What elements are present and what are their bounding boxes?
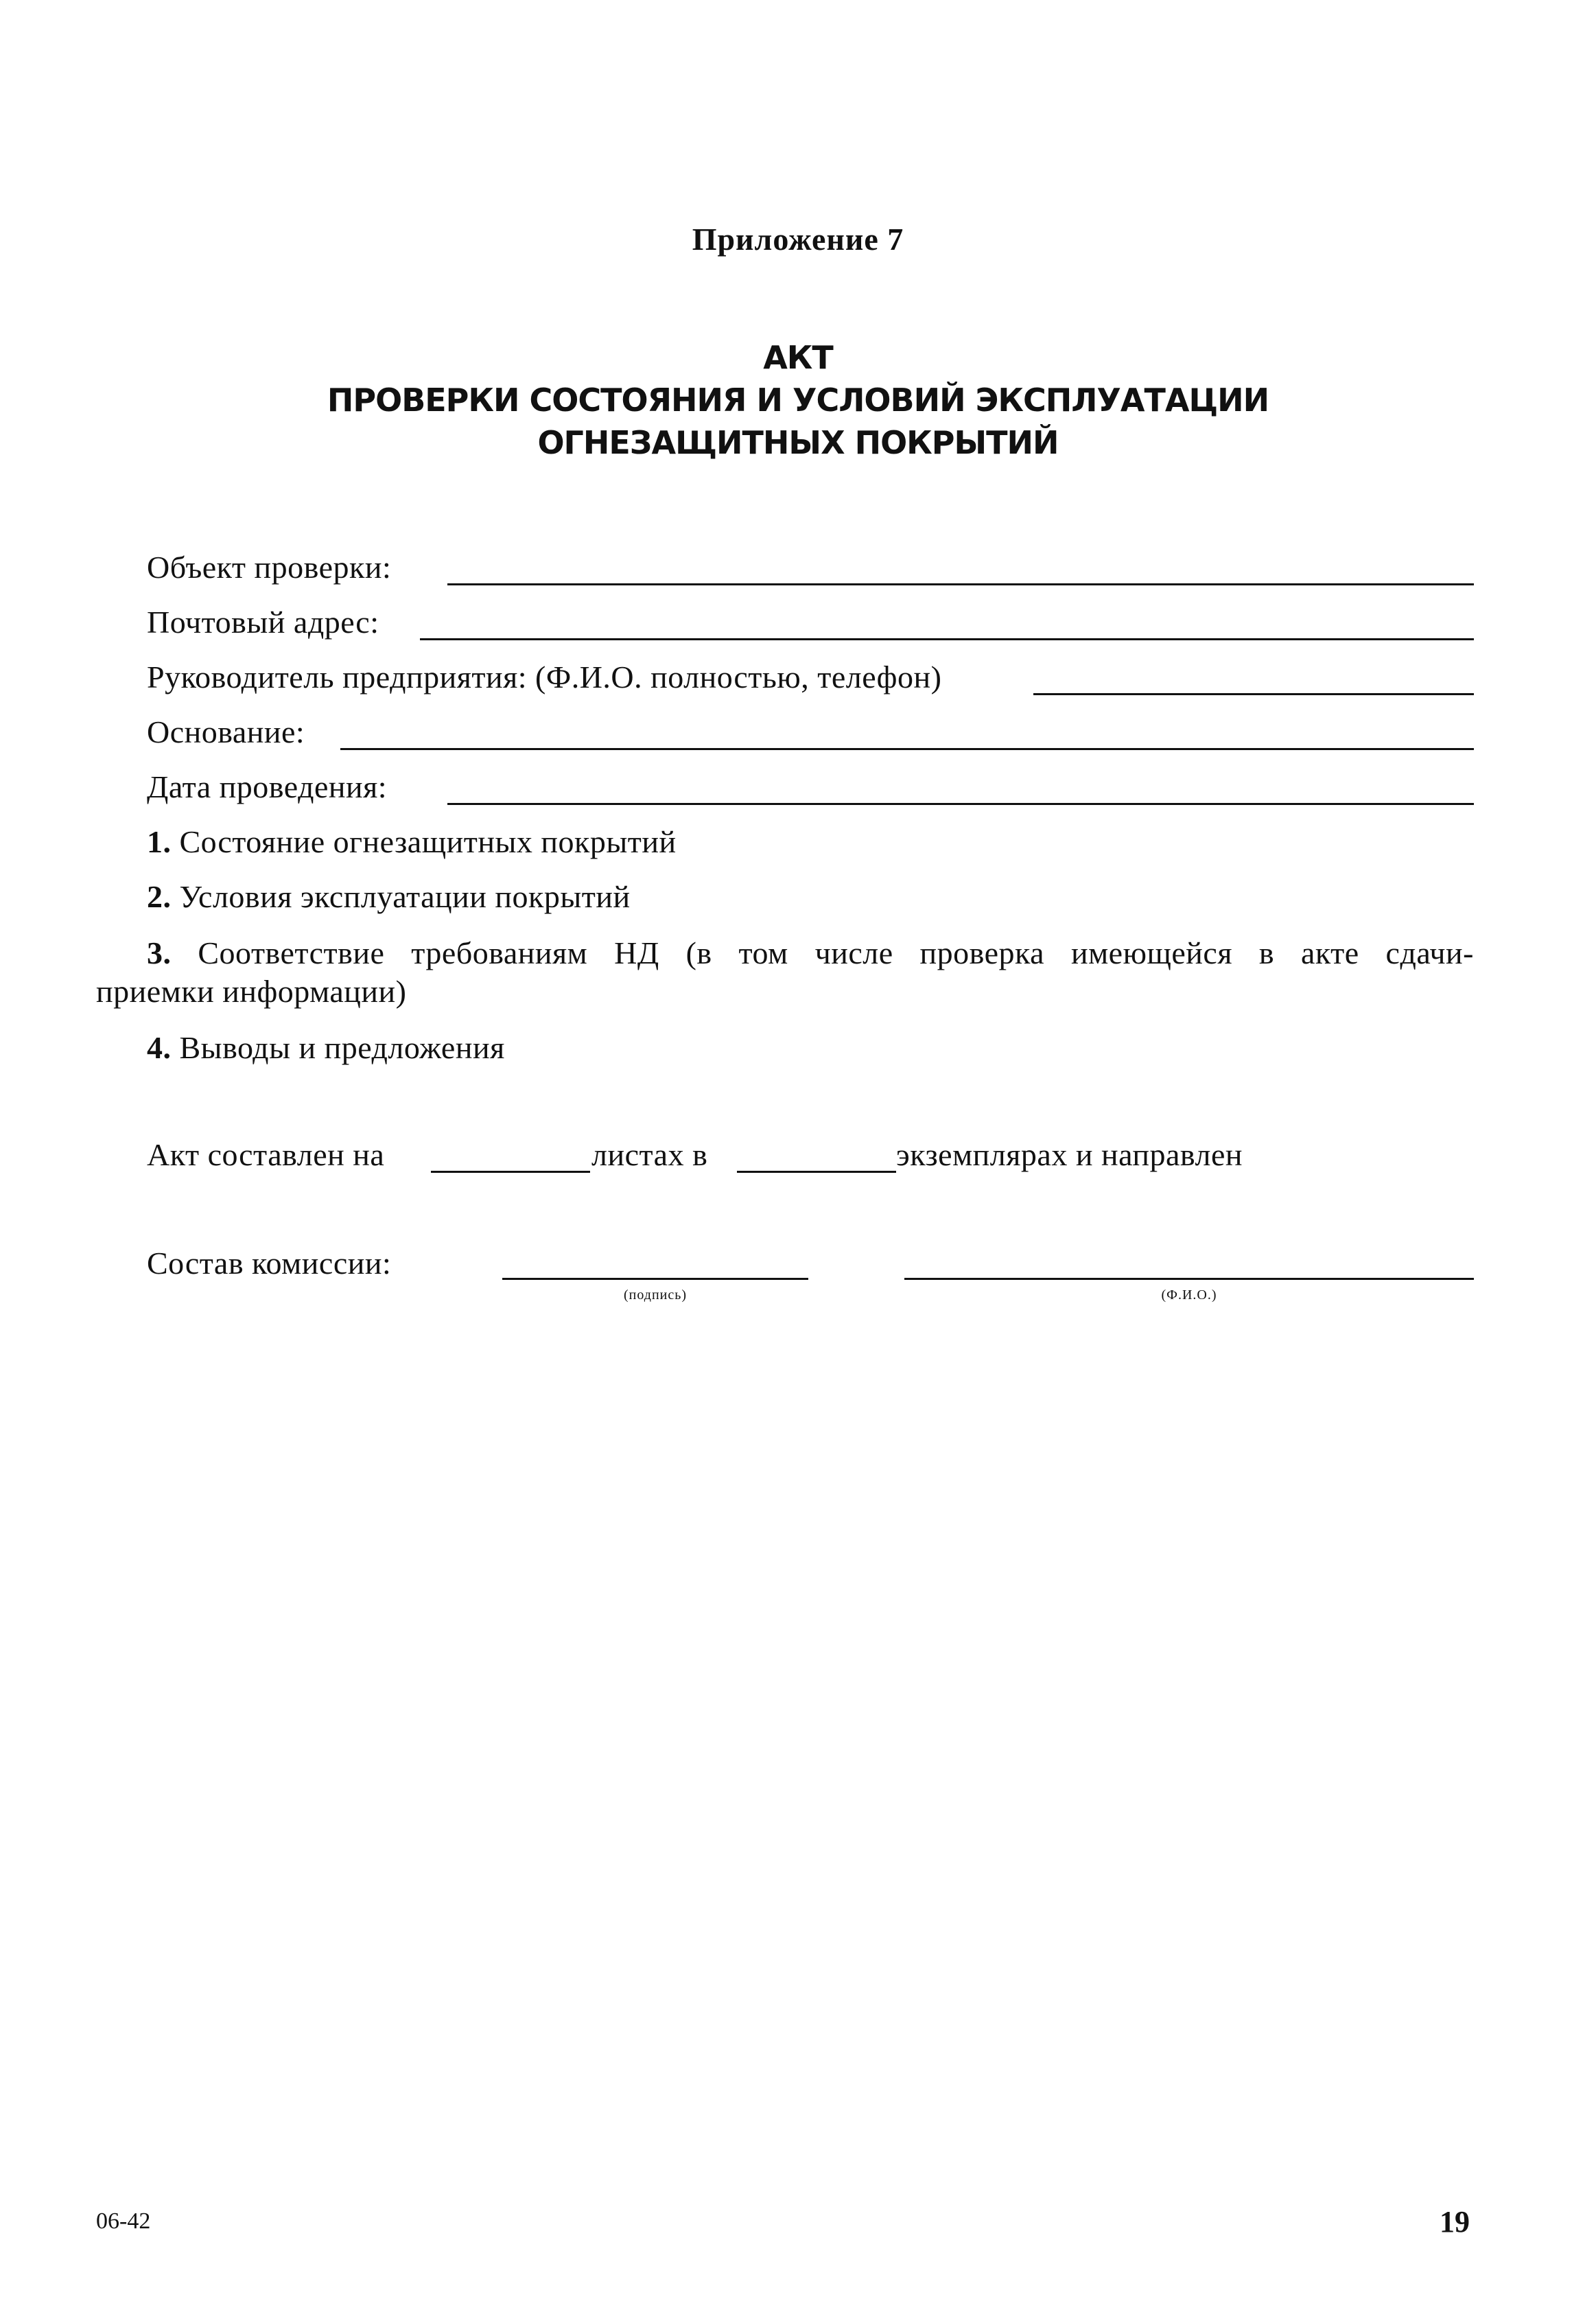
basis-field-line[interactable] xyxy=(340,748,1474,750)
object-field-line[interactable] xyxy=(447,583,1474,585)
item-4-number: 4. xyxy=(147,1030,172,1065)
name-caption: (Ф.И.О.) xyxy=(1161,1287,1217,1303)
commission-label: Состав комиссии: xyxy=(147,1246,392,1281)
act-text-part-2: листах в xyxy=(591,1137,708,1172)
appendix-label: Приложение 7 xyxy=(692,222,904,257)
item-3 xyxy=(147,935,1474,971)
document-subtitle-line-1: ПРОВЕРКИ СОСТОЯНИЯ И УСЛОВИЙ ЭКСПЛУАТАЦИИ xyxy=(327,382,1269,419)
object-label: Объект проверки: xyxy=(147,550,392,585)
signature-caption: (подпись) xyxy=(623,1287,688,1303)
date-field-line[interactable] xyxy=(447,803,1474,805)
page-number: 19 xyxy=(1440,2205,1470,2239)
signature-line[interactable] xyxy=(502,1278,808,1280)
act-text-part-1: Акт составлен на xyxy=(147,1137,385,1172)
date-label: Дата проведения: xyxy=(147,769,388,804)
item-1 xyxy=(147,824,677,860)
item-3-continuation: приемки информации) xyxy=(96,974,407,1009)
document-code: 06-42 xyxy=(96,2208,151,2234)
document-subtitle-line-2: ОГНЕЗАЩИТНЫХ ПОКРЫТИЙ xyxy=(537,424,1059,461)
basis-label: Основание: xyxy=(147,714,305,749)
item-2-number: 2. xyxy=(147,879,172,914)
item-3-text: Соответствие требованиям НД (в том числе проверка имеющейся в акте сдачи- xyxy=(198,935,1474,970)
item-1-text: Состояние огнезащитных покрытий xyxy=(179,824,677,859)
item-4 xyxy=(147,1029,505,1066)
sheets-count-line[interactable] xyxy=(431,1171,590,1173)
manager-label: Руководитель предприятия: (Ф.И.О. полностью, телефон) xyxy=(147,660,942,695)
document-title: АКТ xyxy=(763,339,833,376)
address-field-line[interactable] xyxy=(420,638,1474,640)
item-2 xyxy=(147,878,631,915)
item-4-text: Выводы и предложения xyxy=(179,1030,505,1065)
item-1-number: 1. xyxy=(147,824,172,859)
item-2-text: Условия эксплуатации покрытий xyxy=(179,879,631,914)
manager-field-line[interactable] xyxy=(1033,693,1474,695)
name-line[interactable] xyxy=(904,1278,1474,1280)
item-3-number: 3. xyxy=(147,935,172,970)
copies-count-line[interactable] xyxy=(737,1171,896,1173)
address-label: Почтовый адрес: xyxy=(147,605,379,640)
act-text-part-3: экземплярах и направлен xyxy=(896,1137,1243,1172)
